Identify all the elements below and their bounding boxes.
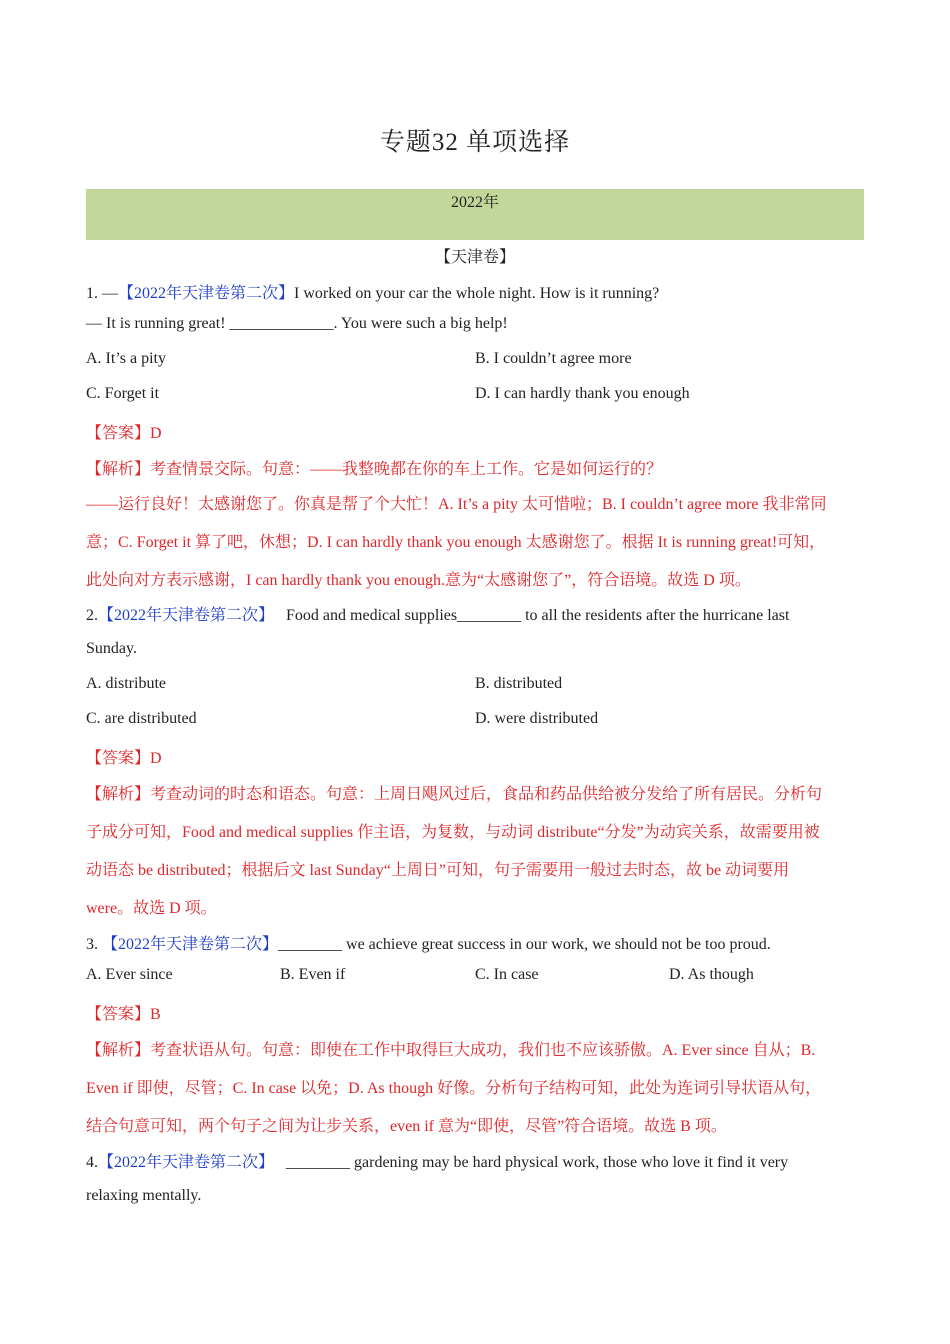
- option-b: B. Even if: [280, 966, 346, 983]
- question-1-line2: — It is running great! _____________. You were such a big help!: [86, 315, 508, 332]
- question-text: Food and medical supplies________ to all the residents after the hurricane last: [286, 607, 790, 624]
- option-d: D. As though: [669, 966, 754, 983]
- analysis-line: 意；C. Forget it 算了吧，休想；D. I can hardly thank you enough 太感谢您了。根据 It is running great!可知，: [86, 534, 826, 551]
- source-tag: 【2022年天津卷第二次】: [118, 285, 295, 302]
- option-d: D. were distributed: [475, 710, 599, 727]
- page-title: 专题32 单项选择: [379, 129, 571, 156]
- question-number: 1. —: [86, 285, 118, 302]
- source-tag: 【2022年天津卷第二次】: [98, 1154, 275, 1171]
- question-number: 3.: [86, 936, 98, 953]
- analysis-line: Even if 即使，尽管；C. In case 以免；D. As though 好像。分析句子结构可知，此处为连词引导状语从句，: [86, 1080, 822, 1097]
- option-b: B. distributed: [475, 675, 563, 692]
- option-a: A. It’s a pity: [86, 350, 166, 367]
- question-3-stem: [86, 931, 864, 954]
- answer: 【答案】D: [86, 750, 162, 767]
- question-1-stem: [86, 280, 864, 303]
- question-number: 4.: [86, 1154, 98, 1171]
- option-c: C. are distributed: [86, 710, 197, 727]
- option-a: A. Ever since: [86, 966, 173, 983]
- question-4-line2: relaxing mentally.: [86, 1187, 202, 1204]
- option-b: B. I couldn’t agree more: [475, 350, 632, 367]
- analysis-line: 此处向对方表示感谢，I can hardly thank you enough.意为“太感谢您了”，符合语境。故选 D 项。: [86, 572, 751, 589]
- question-4-stem: [86, 1149, 864, 1172]
- answer: 【答案】B: [86, 1006, 161, 1023]
- analysis-line: 【解析】考查情景交际。句意：——我整晚都在你的车上工作。它是如何运行的？: [86, 461, 663, 478]
- option-c: C. Forget it: [86, 385, 160, 402]
- year-band: 2022年: [86, 189, 864, 240]
- source-tag: 【2022年天津卷第二次】: [102, 936, 279, 953]
- question-text: I worked on your car the whole night. How is it running?: [294, 285, 660, 302]
- analysis-line: 动语态 be distributed；根据后文 last Sunday“上周日”可知，句子需要用一般过去时态，故 be 动词要用: [86, 862, 790, 879]
- analysis-line: 结合句意可知，两个句子之间为让步关系，even if 意为“即使，尽管”符合语境。故选 B 项。: [86, 1118, 727, 1135]
- source-tag: 【2022年天津卷第二次】: [98, 607, 275, 624]
- analysis-line: 【解析】考查动词的时态和语态。句意：上周日飓风过后，食品和药品供给被分发给了所有居民。分析句: [86, 786, 823, 803]
- analysis-line: 子成分可知，Food and medical supplies 作主语，为复数，与动词 distribute“分发”为动宾关系，故需要用被: [86, 824, 820, 841]
- analysis-line: 【解析】考查状语从句。句意：即使在工作中取得巨大成功，我们也不应该骄傲。A. Ever since 自从；B.: [86, 1042, 816, 1059]
- option-a: A. distribute: [86, 675, 166, 692]
- analysis-line: were。故选 D 项。: [86, 900, 217, 917]
- question-text: ________ we achieve great success in our work, we should not be too proud.: [278, 936, 771, 953]
- option-d: D. I can hardly thank you enough: [475, 385, 690, 402]
- analysis-line: ——运行良好！太感谢您了。你真是帮了个大忙！A. It’s a pity 太可惜啦；B. I couldn’t agree more 我非常同: [86, 496, 827, 513]
- question-2-line2: Sunday.: [86, 640, 137, 657]
- option-c: C. In case: [475, 966, 539, 983]
- question-text: ________ gardening may be hard physical work, those who love it find it very: [286, 1154, 789, 1171]
- answer: 【答案】D: [86, 425, 162, 442]
- question-2-stem: [86, 602, 864, 625]
- question-number: 2.: [86, 607, 98, 624]
- section-heading: 【天津卷】: [434, 249, 515, 266]
